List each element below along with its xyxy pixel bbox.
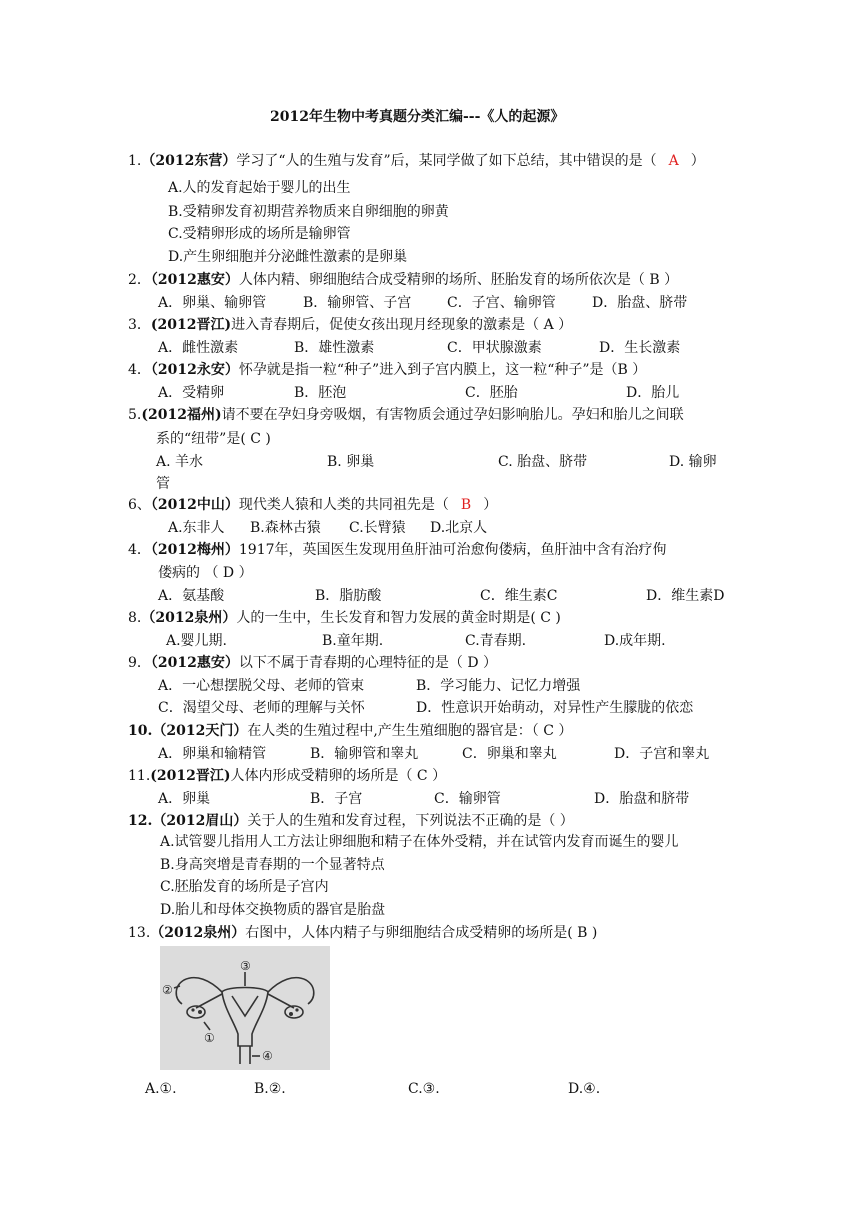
question-number: 1.: [128, 153, 142, 169]
option-d: D．性意识开始萌动，对异性产生朦胧的依恋: [416, 700, 694, 716]
option-b: B．脂肪酸: [315, 588, 382, 604]
option-b: B.受精卵发育初期营养物质来自卵细胞的卵黄: [168, 204, 449, 220]
option-a: A．受精卵: [158, 385, 225, 401]
label-3: ③: [240, 959, 251, 973]
option-d: D.成年期.: [604, 633, 666, 649]
option-a: A．卵巢、输卵管: [158, 295, 267, 311]
option-d: D.胎儿和母体交换物质的器官是胎盘: [160, 902, 386, 918]
option-b: B．子宫: [310, 791, 363, 807]
question-13: 13.（2012泉州）右图中，人体内精子与卵细胞结合成受精卵的场所是( B ): [128, 925, 598, 941]
option-a: A．一心想摆脱父母、老师的管束: [158, 678, 365, 694]
option-a: A．雌性激素: [158, 340, 239, 356]
option-d: D．维生素D: [646, 588, 725, 604]
option-a: A．卵巢: [158, 791, 211, 807]
option-c: C. 胎盘、脐带: [498, 454, 588, 470]
question-5: 5.(2012福州)请不要在孕妇身旁吸烟，有害物质会通过孕妇影响胎儿。孕妇和胎儿之间联: [128, 407, 684, 423]
question-10: 10.（2012天门）在人类的生殖过程中,产生生殖细胞的器官是：（ C ）: [128, 723, 573, 739]
option-c: C.③.: [408, 1081, 440, 1097]
question-7-cont: 偻病的 （ D ）: [158, 565, 253, 581]
uterus-diagram: [160, 946, 330, 1070]
option-c: C.青春期.: [465, 633, 527, 649]
option-a: A. 羊水: [156, 454, 204, 470]
option-c: C．卵巢和睾丸: [462, 746, 557, 762]
option-d: D. 输卵: [669, 454, 717, 470]
question-6: 6、（2012中山）现代类人猿和人类的共同祖先是（ B ）: [128, 497, 498, 513]
option-c: C．输卵管: [434, 791, 501, 807]
option-b: B.②.: [254, 1081, 286, 1097]
option-c: C.胚胎发育的场所是子宫内: [160, 879, 329, 895]
option-c: C．甲状腺激素: [447, 340, 542, 356]
answer-mark: A: [668, 153, 679, 169]
option-c: C.长臂猿: [349, 520, 406, 536]
question-stem: 学习了“人的生殖与发育”后，某同学做了如下总结，其中错误的是（: [236, 153, 657, 169]
question-2: 2．（2012惠安）人体内精、卵细胞结合成受精卵的场所、胚胎发育的场所依次是（ B ）: [128, 272, 679, 288]
option-d: D．胎儿: [626, 385, 680, 401]
option-a: A.①.: [145, 1081, 177, 1097]
option-b: B. 卵巢: [327, 454, 375, 470]
option-d: D．子宫和睾丸: [614, 746, 710, 762]
option-d: D.④.: [568, 1081, 601, 1097]
reproductive-system-figure: [160, 946, 330, 1070]
question-8: 8.（2012泉州）人的一生中，生长发育和智力发展的黄金时期是( C ): [128, 610, 561, 626]
option-b: B.身高突增是青春期的一个显著特点: [160, 857, 385, 873]
question-source: （2012东营）: [141, 153, 237, 169]
question-7: 4．（2012梅州）1917年，英国医生发现用鱼肝油可治愈佝偻病，鱼肝油中含有治疗佝: [128, 542, 667, 558]
question-3: 3．(2012晋江)进入青春期后，促使女孩出现月经现象的激素是（ A ）: [128, 317, 573, 333]
option-b: B．胚泡: [294, 385, 347, 401]
option-b: B．输卵管和睾丸: [310, 746, 419, 762]
option-c: C．渴望父母、老师的理解与关怀: [158, 700, 365, 716]
answer-mark: B: [460, 497, 472, 513]
option-d-wrap: 管: [156, 476, 170, 492]
option-a: A．卵巢和输精管: [158, 746, 267, 762]
option-c: C．子宫、输卵管: [447, 295, 556, 311]
label-1: ①: [204, 1031, 215, 1045]
option-b: B．雄性激素: [294, 340, 375, 356]
question-11: 11.(2012晋江)人体内形成受精卵的场所是（ C ）: [128, 768, 447, 784]
question-12: 12.（2012眉山）关于人的生殖和发育过程，下列说法不正确的是（ ）: [128, 813, 574, 829]
option-a: A．氨基酸: [158, 588, 225, 604]
label-4: ④: [262, 1049, 273, 1063]
option-a: A.人的发育起始于婴儿的出生: [168, 180, 351, 196]
option-d: D．生长激素: [599, 340, 681, 356]
option-d: D．胎盘、脐带: [592, 295, 688, 311]
option-b: B．学习能力、记忆力增强: [416, 678, 581, 694]
option-a: A.东非人: [168, 520, 225, 536]
question-4: 4．（2012永安）怀孕就是指一粒“种子”进入到子宫内膜上，这一粒“种子”是（B ）: [128, 362, 647, 378]
question-9: 9．（2012惠安）以下不属于青春期的心理特征的是（ D ）: [128, 655, 498, 671]
option-d: D.产生卵细胞并分泌雌性激素的是卵巢: [168, 249, 408, 265]
option-d: D.北京人: [430, 520, 488, 536]
label-2: ②: [162, 983, 173, 997]
option-c: C.受精卵形成的场所是输卵管: [168, 226, 351, 242]
option-a: A.试管婴儿指用人工方法让卵细胞和精子在体外受精，并在试管内发育而诞生的婴儿: [160, 834, 679, 850]
question-5-cont: 系的“纽带”是( C ): [156, 431, 271, 447]
option-b: B.森林古猿: [250, 520, 321, 536]
option-a: A.婴儿期.: [166, 633, 228, 649]
option-b: B.童年期.: [322, 633, 384, 649]
option-d: D．胎盘和脐带: [594, 791, 690, 807]
option-b: B．输卵管、子宫: [303, 295, 412, 311]
page-title: 2012年生物中考真题分类汇编---《人的起源》: [270, 109, 565, 125]
question-1: 1.（2012东营）学习了“人的生殖与发育”后，某同学做了如下总结，其中错误的是（ A ）: [128, 153, 705, 169]
option-c: C．维生素C: [480, 588, 558, 604]
option-c: C．胚胎: [465, 385, 518, 401]
